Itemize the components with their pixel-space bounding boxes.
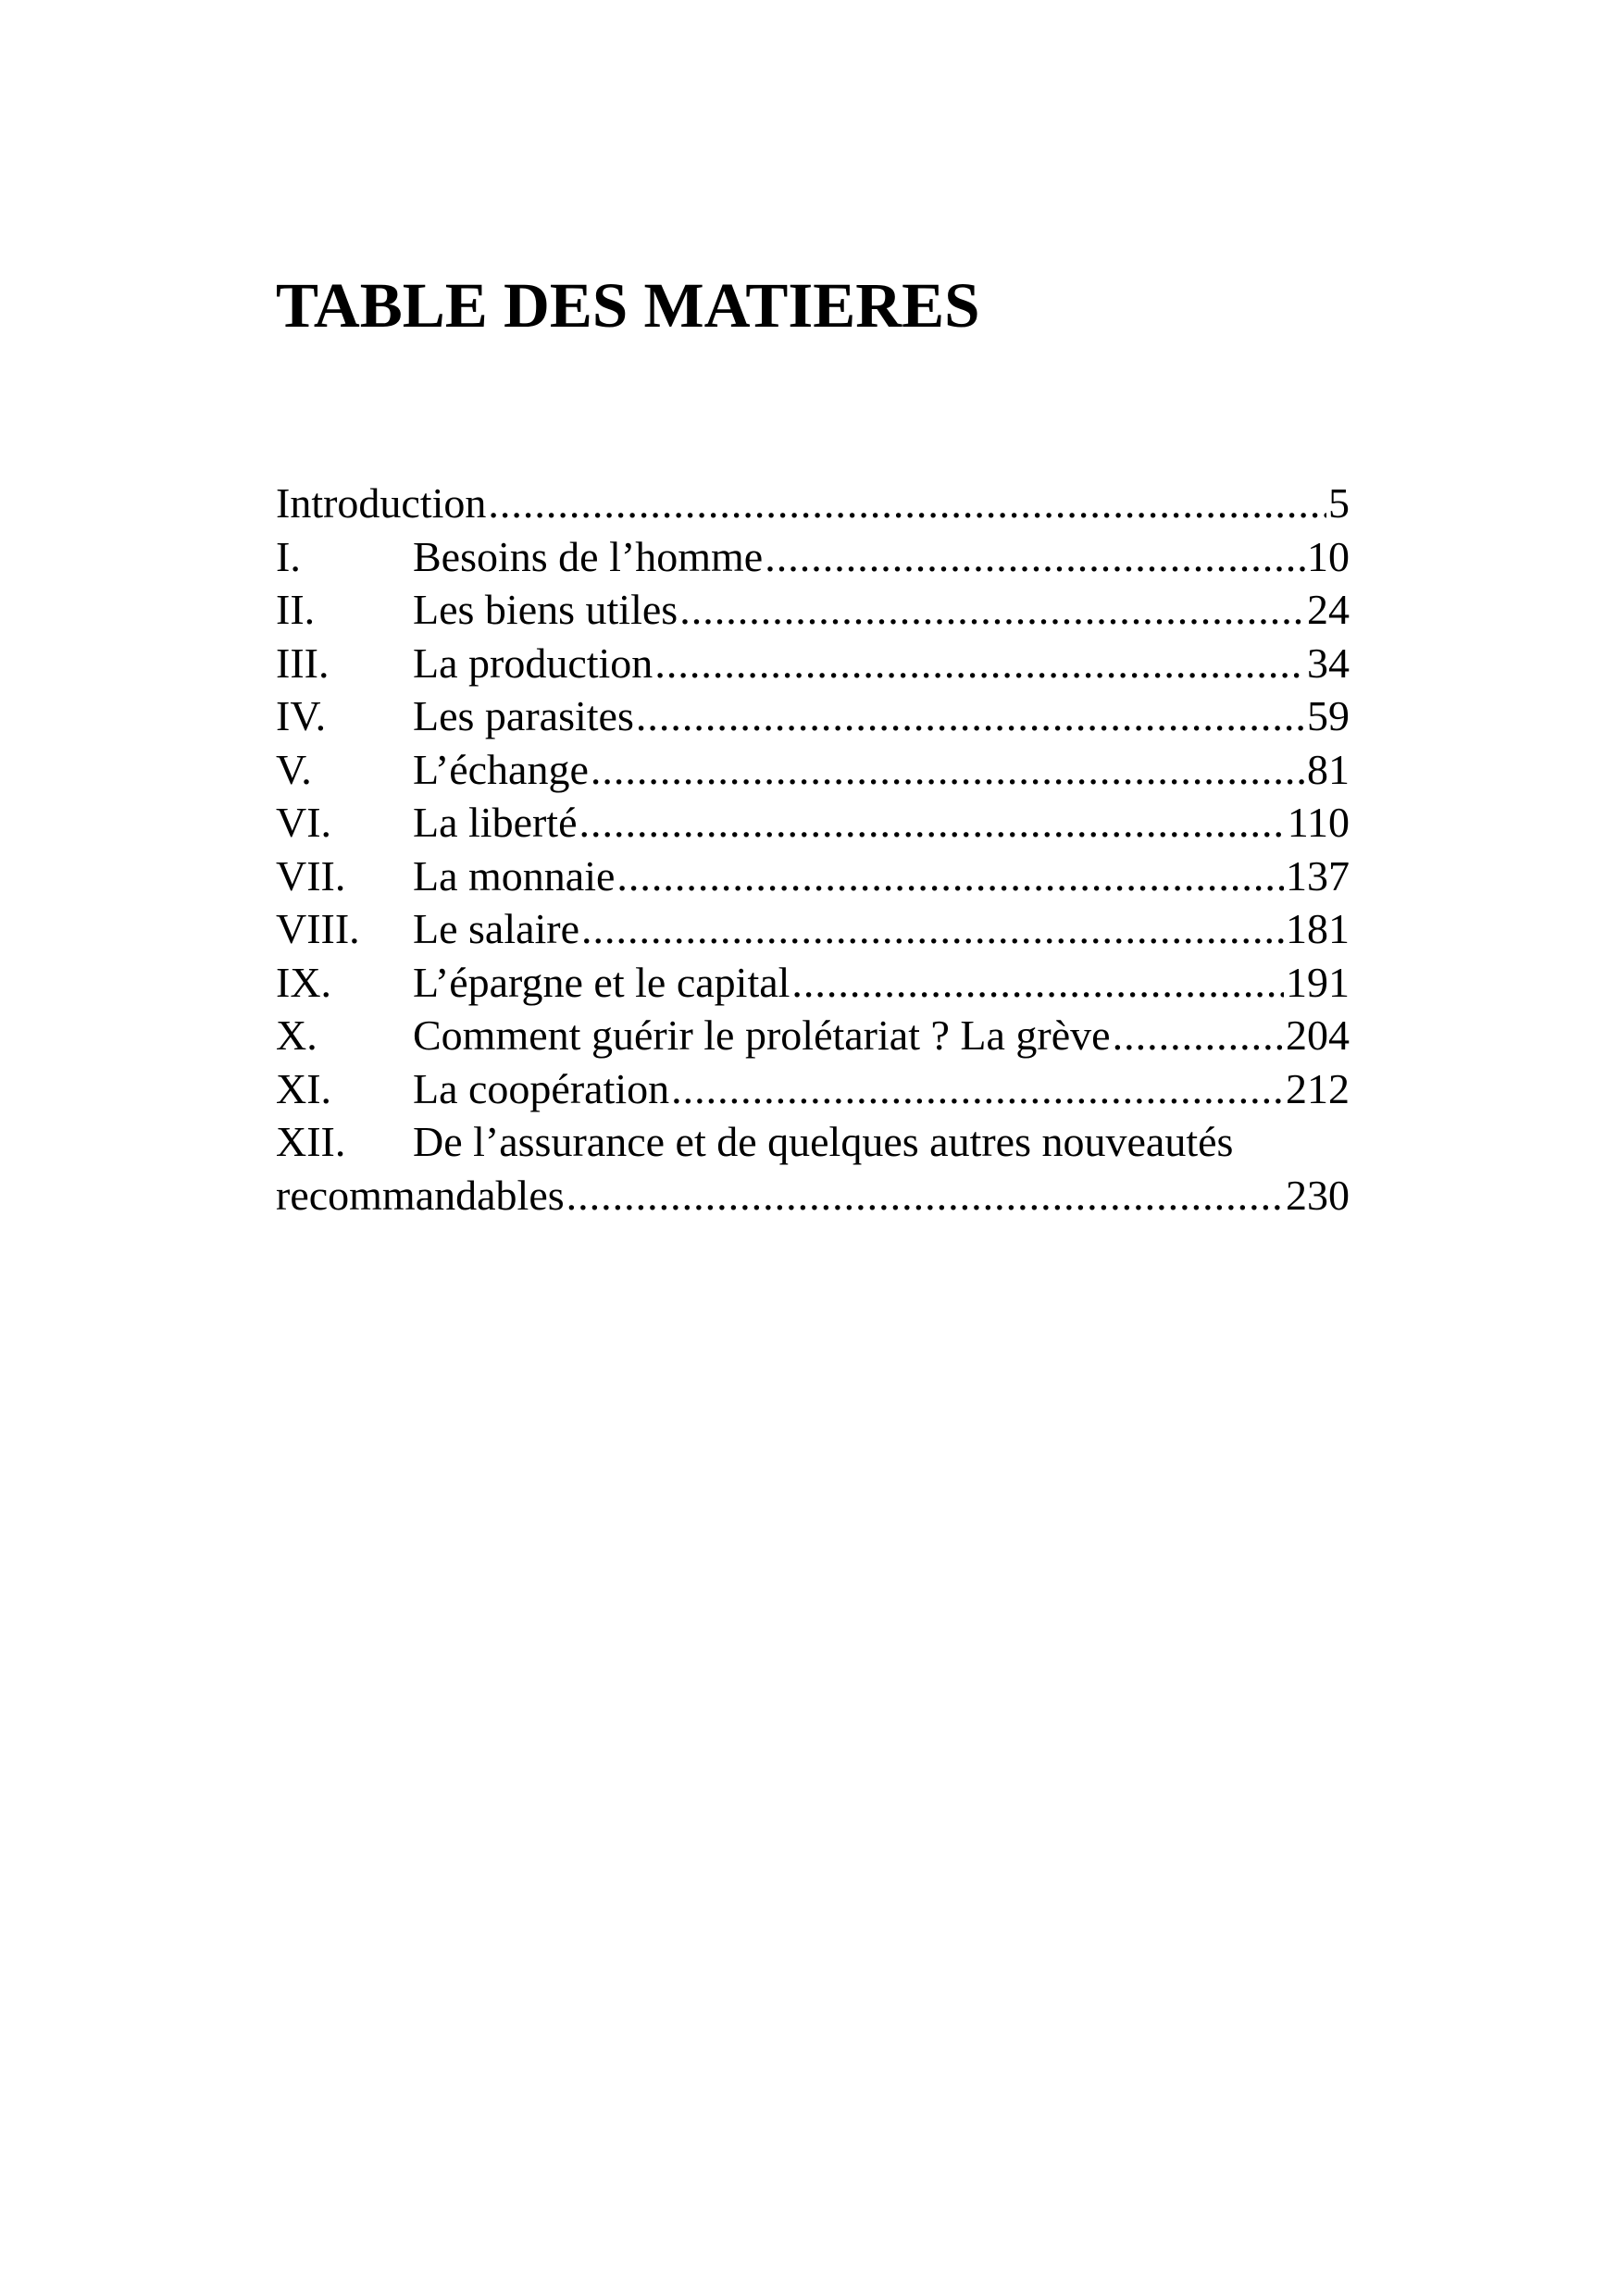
toc-list bbox=[276, 477, 1350, 1222]
toc-entry-title: recommandables bbox=[276, 1171, 565, 1219]
toc-dot-leader bbox=[579, 796, 1286, 850]
toc-entry-chapter-11[interactable] bbox=[276, 1062, 1350, 1116]
toc-entry-number: VI. bbox=[276, 799, 332, 846]
toc-entry-page: 212 bbox=[1286, 1064, 1350, 1112]
toc-entry-title: L’échange bbox=[413, 745, 589, 793]
toc-entry-chapter-2[interactable] bbox=[276, 583, 1350, 637]
toc-entry-chapter-4[interactable] bbox=[276, 689, 1350, 743]
toc-entry-number: III. bbox=[276, 639, 330, 687]
toc-entry-introduction[interactable] bbox=[276, 477, 1350, 530]
page-title: TABLE DES MATIERES bbox=[276, 270, 980, 341]
toc-dot-leader bbox=[591, 743, 1305, 797]
toc-entry-chapter-8[interactable] bbox=[276, 902, 1350, 956]
toc-entry-chapter-10[interactable] bbox=[276, 1009, 1350, 1062]
toc-entry-number: XI. bbox=[276, 1064, 332, 1112]
toc-entry-title: Comment guérir le prolétariat ? La grève bbox=[413, 1011, 1111, 1059]
toc-entry-chapter-1[interactable] bbox=[276, 530, 1350, 584]
toc-entry-title: De l’assurance et de quelques autres nouveautés bbox=[413, 1118, 1234, 1165]
toc-entry-title: Les parasites bbox=[413, 692, 634, 739]
toc-entry-page: 191 bbox=[1286, 958, 1350, 1006]
toc-dot-leader bbox=[654, 637, 1305, 690]
toc-entry-number: V. bbox=[276, 745, 312, 793]
toc-entry-page: 10 bbox=[1307, 532, 1350, 580]
toc-dot-leader bbox=[636, 689, 1305, 743]
toc-entry-title: Introduction bbox=[276, 479, 487, 527]
toc-dot-leader bbox=[679, 583, 1305, 637]
toc-entry-number: VII. bbox=[276, 851, 346, 900]
toc-entry-number: VIII. bbox=[276, 905, 360, 952]
toc-entry-chapter-3[interactable] bbox=[276, 637, 1350, 690]
toc-dot-leader bbox=[488, 477, 1326, 530]
toc-entry-chapter-12[interactable] bbox=[276, 1115, 1350, 1169]
toc-entry-page: 81 bbox=[1307, 745, 1350, 793]
toc-entry-page: 59 bbox=[1307, 692, 1350, 739]
toc-entry-title: Besoins de l’homme bbox=[413, 532, 764, 580]
toc-entry-number: II. bbox=[276, 586, 316, 633]
toc-entry-page: 204 bbox=[1286, 1011, 1350, 1059]
toc-dot-leader bbox=[765, 530, 1305, 584]
toc-entry-page: 24 bbox=[1307, 586, 1350, 633]
toc-entry-title: La production bbox=[413, 639, 653, 687]
toc-entry-page: 5 bbox=[1328, 479, 1350, 527]
toc-entry-number: IX. bbox=[276, 958, 332, 1006]
toc-entry-chapter-5[interactable] bbox=[276, 743, 1350, 797]
toc-entry-number: X. bbox=[276, 1011, 317, 1059]
toc-entry-chapter-7[interactable] bbox=[276, 850, 1350, 903]
toc-entry-chapter-12-continuation[interactable] bbox=[276, 1169, 1350, 1222]
toc-entry-page: 230 bbox=[1286, 1171, 1350, 1219]
toc-entry-title: La coopération bbox=[413, 1064, 670, 1112]
toc-dot-leader bbox=[581, 902, 1284, 956]
toc-entry-title: Le salaire bbox=[413, 905, 580, 952]
toc-entry-chapter-9[interactable] bbox=[276, 956, 1350, 1010]
toc-entry-page: 34 bbox=[1307, 639, 1350, 687]
toc-entry-page: 110 bbox=[1287, 799, 1350, 846]
toc-entry-page: 181 bbox=[1286, 905, 1350, 952]
toc-dot-leader bbox=[791, 956, 1284, 1010]
toc-entry-title: La monnaie bbox=[413, 851, 616, 900]
toc-entry-title: La liberté bbox=[413, 799, 578, 846]
toc-entry-number: I. bbox=[276, 532, 301, 580]
toc-entry-number: XII. bbox=[276, 1118, 346, 1165]
toc-entry-page: 137 bbox=[1286, 851, 1350, 900]
toc-entry-title: Les biens utiles bbox=[413, 586, 678, 633]
toc-dot-leader bbox=[566, 1169, 1284, 1222]
toc-entry-title: L’épargne et le capital bbox=[413, 958, 790, 1006]
toc-entry-chapter-6[interactable] bbox=[276, 796, 1350, 850]
toc-dot-leader bbox=[1113, 1009, 1284, 1062]
toc-entry-number: IV. bbox=[276, 692, 327, 739]
toc-dot-leader bbox=[616, 850, 1284, 903]
toc-dot-leader bbox=[671, 1062, 1284, 1116]
